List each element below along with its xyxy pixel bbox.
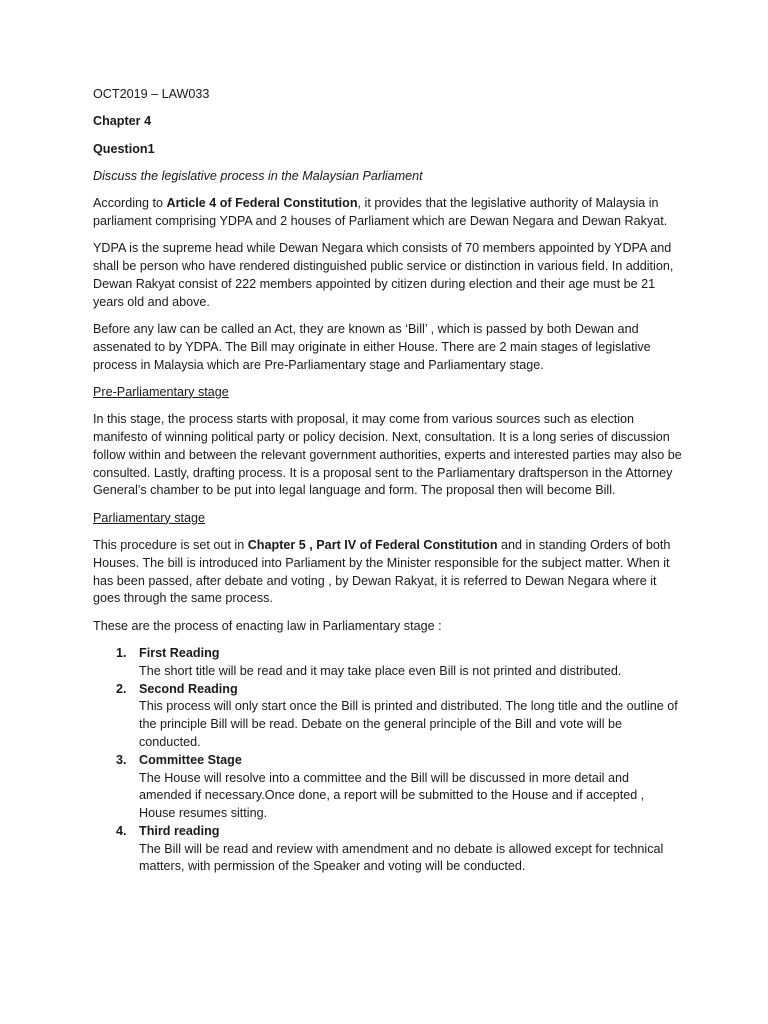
list-item-number: 1. — [116, 645, 127, 660]
paragraph-article-4 — [93, 195, 683, 231]
chapter-heading: Chapter 4 — [93, 114, 152, 129]
chapter-5-reference: Chapter 5 , Part IV of Federal Constitution — [247, 537, 498, 552]
stage-title: Committee Stage — [139, 752, 242, 767]
paragraph-parliamentary-pre: This procedure is set out in — [93, 537, 248, 552]
list-item-number: 2. — [116, 681, 127, 696]
course-code: OCT2019 – LAW033 — [93, 87, 210, 101]
stage-title: Second Reading — [139, 681, 238, 696]
heading-pre-parliamentary: Pre-Parliamentary stage — [93, 384, 229, 399]
heading-parliamentary: Parliamentary stage — [93, 510, 205, 525]
question-text: Discuss the legislative process in the Malaysian Parliament — [93, 168, 423, 183]
stage-title: First Reading — [139, 645, 220, 660]
question-heading: Question1 — [93, 141, 155, 156]
list-item-number: 4. — [116, 823, 127, 838]
article-4-reference: Article 4 of Federal Constitution — [166, 196, 358, 211]
paragraph-parliamentary — [93, 537, 683, 608]
paragraph-article-4-pre: According to — [93, 196, 167, 211]
stage-description: The House will resolve into a committee and the Bill will be discussed in more detail and amended if necessary.Once done, a report will be submitted to the House and if accepted , House resumes sitting. — [139, 770, 645, 821]
stage-description: The short title will be read and it may take place even Bill is not printed and distributed. — [139, 663, 622, 678]
paragraph-bill: Before any law can be called an Act, they are known as ‘Bill’ , which is passed by both Dewan and assenated to by YDPA. The Bill may originate in either House. There are 2 main stages of legislative process in Malaysia which are Pre-Parliamentary stage and Parliamentary stage. — [93, 321, 651, 372]
list-item — [93, 752, 683, 823]
paragraph-ydpa: YDPA is the supreme head while Dewan Negara which consists of 70 members appointed by YDPA and shall be person who have rendered distinguished public service or distinction in various field. In addition, Dewan Rakyat consist of 222 members appointed by citizen during election and their age must be 21 years old and above. — [93, 241, 674, 309]
list-item — [93, 823, 683, 876]
paragraph-pre-parliamentary: In this stage, the process starts with proposal, it may come from various sources such as election manifesto of winning political party or policy decision. Next, consultation. It is a long series of discussion follow within and between the relevant government authorities, experts and interested parties may also be consulted. Lastly, drafting process. It is a proposal sent to the Parliamentary draftsperson in the Attorney General’s chamber to be put into legal language and form. The proposal then will become Bill. — [93, 412, 682, 498]
document-page — [93, 86, 683, 876]
paragraph-parliamentary-post: and in standing Orders of both Houses. The bill is introduced into Parliament by the Minister responsible for the subject matter. When it has been passed, after debate and voting , by Dewan Rakyat, it is referred to Dewan Negara where it goes through the same process. — [93, 537, 671, 606]
list-item-number: 3. — [116, 752, 127, 767]
stage-description: This process will only start once the Bill is printed and distributed. The long title and the outline of the principle Bill will be read. Debate on the general principle of the Bill and vote will be conducted. — [139, 699, 678, 749]
list-item — [93, 645, 683, 681]
stage-description: The Bill will be read and review with amendment and no debate is allowed except for technical matters, with permission of the Speaker and voting will be conducted. — [139, 841, 664, 874]
stages-list — [93, 645, 683, 876]
list-item — [93, 681, 683, 752]
paragraph-enacting-intro: These are the process of enacting law in Parliamentary stage : — [93, 618, 442, 633]
stage-title: Third reading — [139, 823, 220, 838]
paragraph-article-4-post: , it provides that the legislative authority of Malaysia in parliament comprising YDPA and 2 houses of Parliament which are Dewan Negara and Dewan Rakyat. — [93, 196, 668, 228]
